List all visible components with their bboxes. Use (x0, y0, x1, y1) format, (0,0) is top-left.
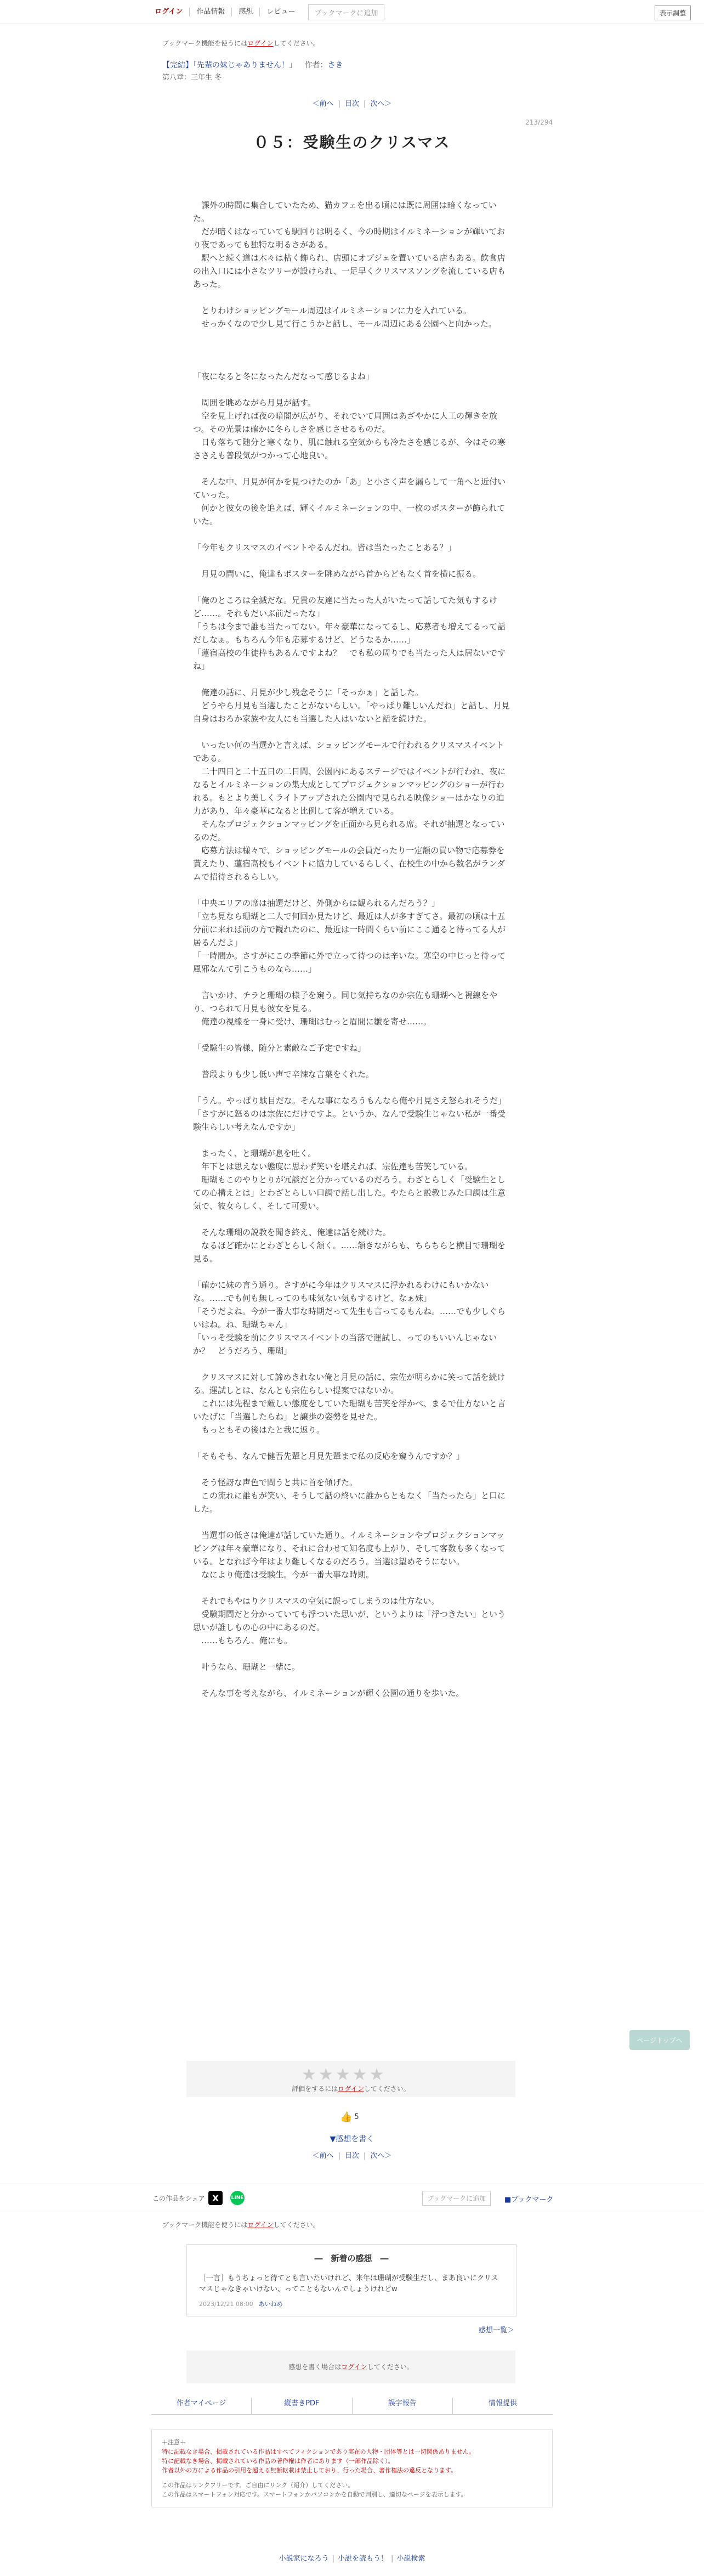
body-paragraph: 「そうだよね。今が一番大事な時期だって先生も言ってるもんね。……でも少しぐらいはね。ね、珊瑚ちゃん」 (193, 1306, 506, 1329)
line-share-icon[interactable]: LINE (230, 2191, 245, 2205)
body-paragraph: せっかくなので少し見て行こうかと話し、モール周辺にある公園へと向かった。 (193, 319, 497, 329)
body-paragraph (193, 357, 511, 370)
write-impression-link[interactable]: ▼感想を書く (330, 2135, 374, 2144)
comment-note-text-end: してください。 (367, 2363, 413, 2371)
bookmark-notice-bottom (162, 2220, 320, 2229)
body-paragraph (193, 673, 511, 686)
body-paragraph (193, 1265, 511, 1278)
bookmark-login-link[interactable]: ログイン (247, 40, 274, 47)
body-paragraph (193, 343, 511, 357)
body-paragraph (193, 1028, 511, 1041)
index-link[interactable]: 目次 (344, 100, 359, 108)
body-paragraph: 何かと彼女の後を追えば、輝くイルミネーションの中、一枚のポスターが飾られていた。 (193, 503, 506, 526)
body-paragraph: 応募方法は様々で、ショッピングモールの会員だったり一定額の買い物で応募券を貰えたり、蓮宿高校もイベントに協力しているらしく、在校生の中から数名がランダムで招待されるらしい。 (193, 845, 506, 882)
search-link[interactable]: 小説検索 (396, 2555, 425, 2563)
body-paragraph (193, 554, 511, 567)
prev-link[interactable]: ＜前へ (312, 100, 334, 108)
body-paragraph (193, 1436, 511, 1450)
body-paragraph: 日も落ちて随分と寒くなり、肌に触れる空気からも冷たさを感じるが、今はその寒ささえも普段気がつかって心地良い。 (193, 437, 506, 460)
x-share-icon[interactable]: X (208, 2191, 223, 2205)
body-paragraph (193, 976, 511, 989)
body-paragraph: 「一時間か。さすがにこの季節に外で立って待つのは辛いな。寒空の中じっと待って風邪なんて引こうものなら……」 (193, 951, 506, 974)
caution-title: ＋注意＋ (162, 2439, 186, 2446)
pager-bottom: ＜前へ | 目次 | 次へ＞ (312, 2152, 392, 2160)
top-navigation (0, 0, 704, 24)
body-paragraph (193, 1673, 511, 1687)
bottom-links: 小説家になろう | 小説を読もう！ | 小説検索 (279, 2555, 425, 2563)
info-provide-link[interactable]: 情報提供 (488, 2399, 517, 2408)
footer-links (151, 2398, 553, 2415)
body-paragraph: 課外の時間に集合していたため、猫カフェを出る頃には既に周囲は暗くなっていた。 (193, 200, 497, 223)
page-top-button[interactable]: ページトップへ (629, 2030, 690, 2050)
body-paragraph (193, 528, 511, 541)
body-paragraph: 駅へと続く道は木々は枯く飾られ、店頭にオブジェを置いている店もある。飲食店の出入口には小さなツリーが設けられ、一足早くクリスマスソングを流している店もあった。 (193, 253, 506, 289)
comment-login-link[interactable]: ログイン (341, 2363, 367, 2371)
body-paragraph: 当選事の低さは俺達が話していた通り。イルミネーションやプロジェクションマッピングは年々豪華になり、それに合わせて知名度も上がり、そして客数も多くなっている。となれば今年はより難しくなるのだろう。当選は望めそうにない。 (193, 1530, 506, 1566)
share-label: この作品をシェア (152, 2195, 205, 2202)
body-paragraph: 普段よりも少し低い声で辛辣な言葉をくれた。 (193, 1069, 374, 1079)
body-paragraph: 「夜になると冬になったんだなって感じるよね」 (193, 371, 374, 381)
body-paragraph (193, 1357, 511, 1371)
bookmark-notice (162, 38, 320, 48)
body-paragraph: 二十四日と二十五日の二日間、公園内にあるステージではイベントが行われ、夜になるとイルミネーションの集大成としてプロジェクションマッピングのショーが行われる。もとより美しくライトアップされた公園内で見られる映像ショーはかなりの迫力があり、年々豪華になると比例して客が増えている。 (193, 766, 506, 816)
latest-impression-heading: ― 新着の感想 ― (314, 2253, 389, 2263)
nav-work-info[interactable]: 作品情報 (190, 8, 232, 16)
bookmark-notice-text: ブックマーク機能を使うには (162, 40, 248, 47)
add-bookmark-button[interactable]: ブックマークに追加 (308, 4, 384, 20)
body-paragraph (193, 1134, 511, 1147)
body-paragraph: そんなプロジェクションマッピングを正面から見られる席。それが抽選となっているのだ。 (193, 819, 505, 842)
body-paragraph: 「中央エリアの席は抽選だけど、外側からは観られるんだろう？」 (193, 898, 440, 908)
body-paragraph: 「さすがに怒るのは宗佐にだけですよ。というか、なんで受験生じゃない私が一番受験生らしい考えなんですか」 (193, 1109, 506, 1132)
body-paragraph: そう怪訝な声色で問うと共に首を傾げた。 (193, 1478, 358, 1487)
body-paragraph: とりわけショッピングモール周辺はイルミネーションに力を入れている。 (193, 306, 472, 315)
nav-login[interactable]: ログイン (151, 8, 190, 16)
rating-login-link[interactable]: ログイン (338, 2085, 364, 2093)
body-paragraph (193, 1647, 511, 1660)
body-paragraph: そんな中、月見が何かを見つけたのか「あ」と小さく声を漏らして一角へと近付いていった。 (193, 477, 506, 500)
author-mypage-link[interactable]: 作者マイページ (151, 2398, 252, 2414)
thumbs-up-icon: 👍 (340, 2111, 353, 2123)
body-paragraph (193, 383, 511, 396)
body-paragraph: ……もちろん、俺にも。 (193, 1636, 292, 1645)
comment-box (186, 2350, 515, 2383)
episode-counter: 213/294 (525, 119, 553, 126)
caution-line-2: この作品はスマートフォン対応です。スマートフォンかパソコンかを自動で判別し、適切なページを表示します。 (162, 2491, 467, 2498)
body-paragraph (193, 462, 511, 475)
caution-red-line-1: 特に記載なき場合、掲載されている作品はすべてフィクションであり実在の人物・団体等とは一切関係ありません。 (162, 2448, 475, 2455)
rating-note (186, 2084, 515, 2093)
bookmark-notice-bottom-text: ブックマーク機能を使うには (162, 2221, 248, 2229)
body-paragraph (193, 1581, 511, 1594)
bookmark-login-link-bottom[interactable]: ログイン (247, 2221, 274, 2229)
rating-stars-icon[interactable]: ★★★★★ (302, 2065, 387, 2084)
nav-reviews[interactable]: レビュー (266, 8, 296, 16)
impression-user-link[interactable]: あいねめ (258, 2301, 283, 2308)
body-paragraph: そんな珊瑚の説教を聞き終え、俺達は話を続けた。 (193, 1227, 391, 1237)
body-paragraph: 「そもそも、なんで健吾先輩と月見先輩まで私の反応を窺うんですか？」 (193, 1451, 465, 1461)
body-paragraph: 年下とは思えない態度に思わず笑いを堪えれば、宗佐達も苦笑している。 (193, 1162, 473, 1171)
body-paragraph: 月見の問いに、俺達もポスターを眺めながら首からどもなく首を横に振る。 (193, 569, 481, 579)
typo-report-link[interactable]: 誤字報告 (353, 2398, 453, 2414)
body-paragraph (193, 1213, 511, 1226)
latest-impression-text: ［一言］もうちょっと待てとも言いたいけれど、来年は珊瑚が受験生だし、まあ良いにクリスマスじゃなきゃいけない、ってこともないんでしょうけれどw (199, 2274, 498, 2293)
latest-impression-meta (199, 2299, 283, 2308)
narou-link[interactable]: 小説家になろう (279, 2555, 329, 2563)
impression-date: 2023/12/21 08:00 (199, 2301, 253, 2308)
body-paragraph: 「いっそ受験を前にクリスマスイベントの当落で運試し、ってのもいいんじゃないか？ どうだろう、珊瑚」 (193, 1333, 497, 1356)
caution-line-1: この作品はリンクフリーです。ご自由にリンク（紹介）してください。 (162, 2482, 354, 2489)
nav-menu (151, 4, 384, 20)
series-title-link[interactable]: 【完結】「先輩の妹じゃありません！」 (162, 61, 297, 70)
body-paragraph (193, 1055, 511, 1068)
body-paragraph: 「俺のところは全滅だな。兄貴の友達に当たった人がいたって話してた気もするけど……。それもだいぶ前だったな」 (193, 595, 498, 618)
body-paragraph: それでもやはりクリスマスの空気に誤ってしまうのは仕方ない。 (193, 1596, 440, 1606)
body-paragraph: 言いかけ、チラと珊瑚の様子を窺う。同じ気持ちなのか宗佐も珊瑚へと視線をやり、つられて月見も彼女を見る。 (193, 990, 498, 1013)
impression-list-link[interactable]: 感想一覧＞ (478, 2326, 514, 2335)
vertical-pdf-link[interactable]: 縦書きPDF (252, 2398, 352, 2414)
caution-red-line-2: 特に記載なき場合、掲載されている作品の著作権は作者にあります（一部作品除く）。 (162, 2457, 394, 2465)
body-paragraph: 周囲を眺めながら月見が話す。 (193, 398, 316, 408)
author-link[interactable]: さき (327, 61, 343, 70)
body-paragraph: なにより俺達は受験生。今が一番大事な時期。 (193, 1570, 374, 1580)
rating-box (186, 2061, 515, 2097)
latest-impression-box (186, 2244, 516, 2316)
chapter-title: 第八章：三年生 冬 (162, 74, 222, 82)
add-bookmark-button-bottom[interactable]: ブックマークに追加 (422, 2191, 491, 2206)
author-label: 作者： (304, 61, 328, 70)
body-paragraph: 「今年もクリスマスのイベントやるんだね。皆は当たったことある？」 (193, 543, 456, 553)
body-paragraph: 俺達の話に、月見が少し残念そうに「そっかぁ」と話した。 (193, 687, 424, 697)
bookmark-notice-text-end: してください。 (273, 40, 320, 47)
body-paragraph (193, 883, 511, 897)
body-paragraph: クリスマスに対して諦めきれない俺と月見の話に、宗佐が明らかに笑って話を続ける。運試しとは、なんとも宗佐らしい提案ではないか。 (193, 1372, 506, 1395)
like-count: 5 (354, 2113, 359, 2121)
rating-note-text: 評価をするには (292, 2085, 338, 2093)
body-paragraph: 珊瑚もこのやりとりが冗談だと分かっているのだろう。わざとらしく「受験生としての心構えとは」とわざとらしい口調で話し出した。やたらと説教じみた口調は生意気で、彼女らしく、そして可愛い。 (193, 1175, 506, 1211)
comment-note (186, 2362, 515, 2371)
bookmark-link[interactable]: ■ブックマーク (504, 2196, 554, 2204)
body-paragraph: 受験期間だと分かっていても浮ついた思いが、というよりは「浮つきたい」という思いが誰しもの心の中にあるのだ。 (193, 1609, 506, 1632)
rating-note-text-end: してください。 (364, 2085, 410, 2093)
body-paragraph: この流れに誰もが笑い、そうして話の終いに誰からともなく「当たったら」と口にした。 (193, 1491, 506, 1514)
body-paragraph: 「うん。やっぱり駄目だな。そんな事になろうもんなら俺や月見さえ怒られそうだ」 (193, 1096, 506, 1106)
episode-title: ０５：受験生のクリスマス (253, 133, 451, 151)
body-paragraph: 空を見上げれば夜の暗闇が広がり、それでいて周囲はあざやかに人工の輝きを放つ。その光景は確かに冬らしさを感じさせるものだ。 (193, 411, 498, 434)
novel-body (193, 199, 511, 1700)
series-info (162, 59, 343, 70)
body-paragraph: 「蓮宿高校の生徒枠もあるんですよね？ でも私の周りでも当たった人は居ないですね」 (193, 648, 506, 671)
body-paragraph: 「受験生の皆様、随分と素敵なご予定ですね」 (193, 1043, 366, 1053)
body-paragraph: まったく、と珊瑚が息を吐く。 (193, 1148, 316, 1158)
body-paragraph: 「確かに妹の言う通り。さすがに今年はクリスマスに浮かれるわけにもいかないな。……でも何も無しってのも味気ない気もするけど、なぁ妹」 (193, 1280, 489, 1303)
body-paragraph: 「うちは今まで誰も当たってない。年々豪華になってるし、応募者も増えてるって話だしなぁ。もちろん今年も応募するけど、どうなるか……」 (193, 622, 506, 645)
caution-box (151, 2430, 553, 2507)
comment-note-text: 感想を書く場合は (288, 2363, 342, 2371)
nav-impressions[interactable]: 感想 (232, 8, 260, 16)
body-paragraph: もっともその後はたと我に返り。 (193, 1425, 325, 1435)
body-paragraph: そんな事を考えながら、イルミネーションが輝く公園の通りを歩いた。 (193, 1688, 464, 1698)
display-settings-button[interactable]: 表示調整 (655, 5, 691, 20)
index-link-bottom[interactable]: 目次 (344, 2152, 359, 2160)
body-paragraph: 叶うなら、珊瑚と一緒に。 (193, 1662, 300, 1672)
body-paragraph (193, 291, 511, 304)
share-bar (0, 2184, 704, 2212)
pager-top: ＜前へ | 目次 | 次へ＞ (312, 100, 392, 108)
body-paragraph (193, 725, 511, 739)
body-paragraph (193, 1515, 511, 1529)
body-paragraph: これには先程まで厳しい態度をしていた珊瑚も苦笑を浮かべ、まるで仕方ないと言いたげに「当選したらね」と譲歩の姿勢を見せた。 (193, 1399, 506, 1422)
body-paragraph: だが暗くはなっていても駅回りは明るく、今の時期はイルミネーションが輝いており夜であっても独特な明るさがある。 (193, 227, 506, 250)
body-paragraph (193, 1081, 511, 1094)
prev-link-bottom[interactable]: ＜前へ (312, 2152, 334, 2160)
caution-red-line-3: 作者以外の方による作品の引用を超える無断転載は禁止しており、行った場合、著作権法の違反となります。 (162, 2467, 457, 2474)
next-link-bottom[interactable]: 次へ＞ (370, 2152, 392, 2160)
next-link[interactable]: 次へ＞ (370, 100, 392, 108)
body-paragraph: 「立ち見なら珊瑚と二人で何回か見たけど、最近は人が多すぎてさ。最初の頃は十五分前に来れば前の方で観れたのに、最近は一時間くらい前にここ通ると待ってる人が居るんだよ」 (193, 911, 506, 948)
body-paragraph: いったい何の当選かと言えば、ショッピングモールで行われるクリスマスイベントである。 (193, 740, 504, 763)
body-paragraph (193, 580, 511, 594)
body-paragraph: なるほど確かにとわざとらしく頷く。……頷きながらも、ちらちらと横目で珊瑚を見る。 (193, 1241, 506, 1264)
body-paragraph (193, 330, 511, 343)
body-paragraph: 俺達の視線を一身に受け、珊瑚はむっと眉間に皺を寄せ……。 (193, 1017, 432, 1027)
yomou-link[interactable]: 小説を読もう！ (337, 2555, 388, 2563)
body-paragraph: どうやら月見も当選したことがないらしい。「やっぱり難しいんだね」と話し、月見自身はおろか家族や友人にも当選した人はいないと話を続けた。 (193, 701, 510, 724)
body-paragraph (193, 1463, 511, 1476)
like-button[interactable] (340, 2111, 359, 2123)
bookmark-notice-bottom-text-end: してください。 (273, 2221, 320, 2229)
